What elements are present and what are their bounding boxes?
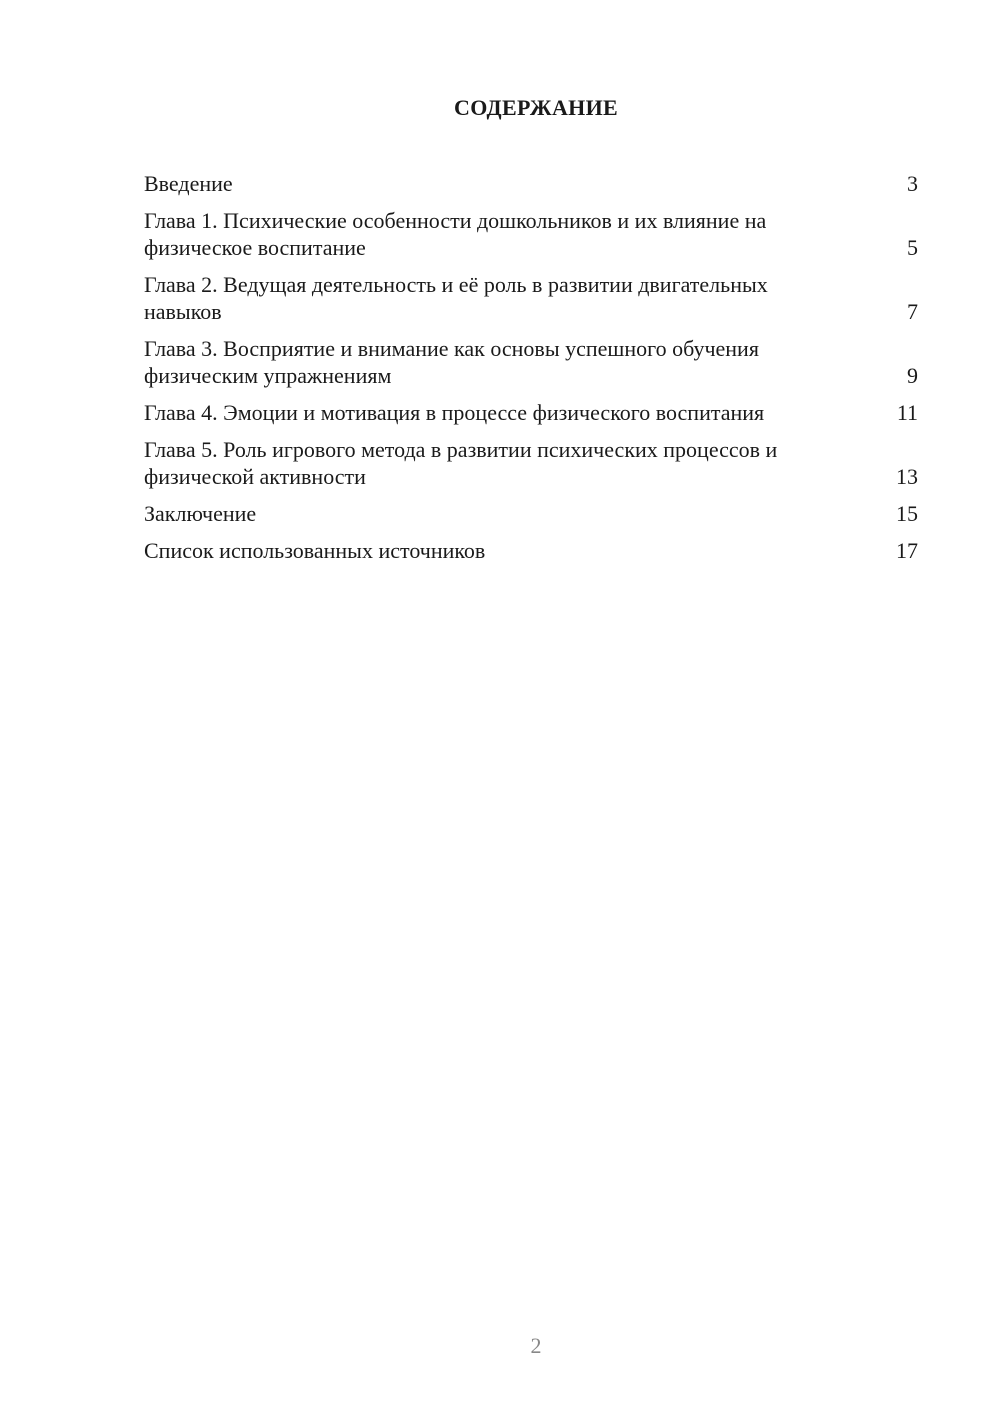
toc-entry-text: Глава 3. Восприятие и внимание как основы успешного обучения физическим упражнениям	[144, 336, 759, 388]
toc-entry-page: 7	[907, 299, 918, 324]
toc-entry-page: 17	[896, 538, 918, 563]
toc-entry-text: Список использованных источников	[144, 538, 486, 563]
toc-title: СОДЕРЖАНИЕ	[454, 95, 618, 120]
toc-entry-text: Глава 4. Эмоции и мотивация в процессе физического воспитания	[144, 400, 765, 425]
toc-entry-introduction	[144, 170, 918, 197]
toc-entry-page: 13	[896, 464, 918, 489]
toc-entry-chapter-5	[144, 436, 918, 490]
toc-entry-conclusion	[144, 500, 918, 527]
toc-entry-text: Глава 2. Ведущая деятельность и её роль в развитии двигательных навыков	[144, 272, 768, 324]
toc-entry-text: Введение	[144, 171, 233, 196]
toc-entry-text: Глава 1. Психические особенности дошкольников и их влияние на физическое воспитание	[144, 208, 767, 260]
toc-entry-chapter-3	[144, 335, 918, 389]
toc-entry-page: 5	[907, 235, 918, 260]
toc-entry-page: 15	[896, 501, 918, 526]
toc-entry-references	[144, 537, 918, 564]
toc-entry-text: Заключение	[144, 501, 257, 526]
toc-entry-chapter-2	[144, 271, 918, 325]
toc-entry-page: 11	[896, 400, 918, 425]
toc-entry-page: 3	[907, 171, 918, 196]
toc-entry-chapter-1	[144, 207, 918, 261]
table-of-contents	[144, 170, 918, 574]
page-number: 2	[530, 1333, 542, 1358]
toc-entry-chapter-4	[144, 399, 918, 426]
toc-entry-text: Глава 5. Роль игрового метода в развитии психических процессов и физической активности	[144, 437, 778, 489]
toc-entry-page: 9	[907, 363, 918, 388]
